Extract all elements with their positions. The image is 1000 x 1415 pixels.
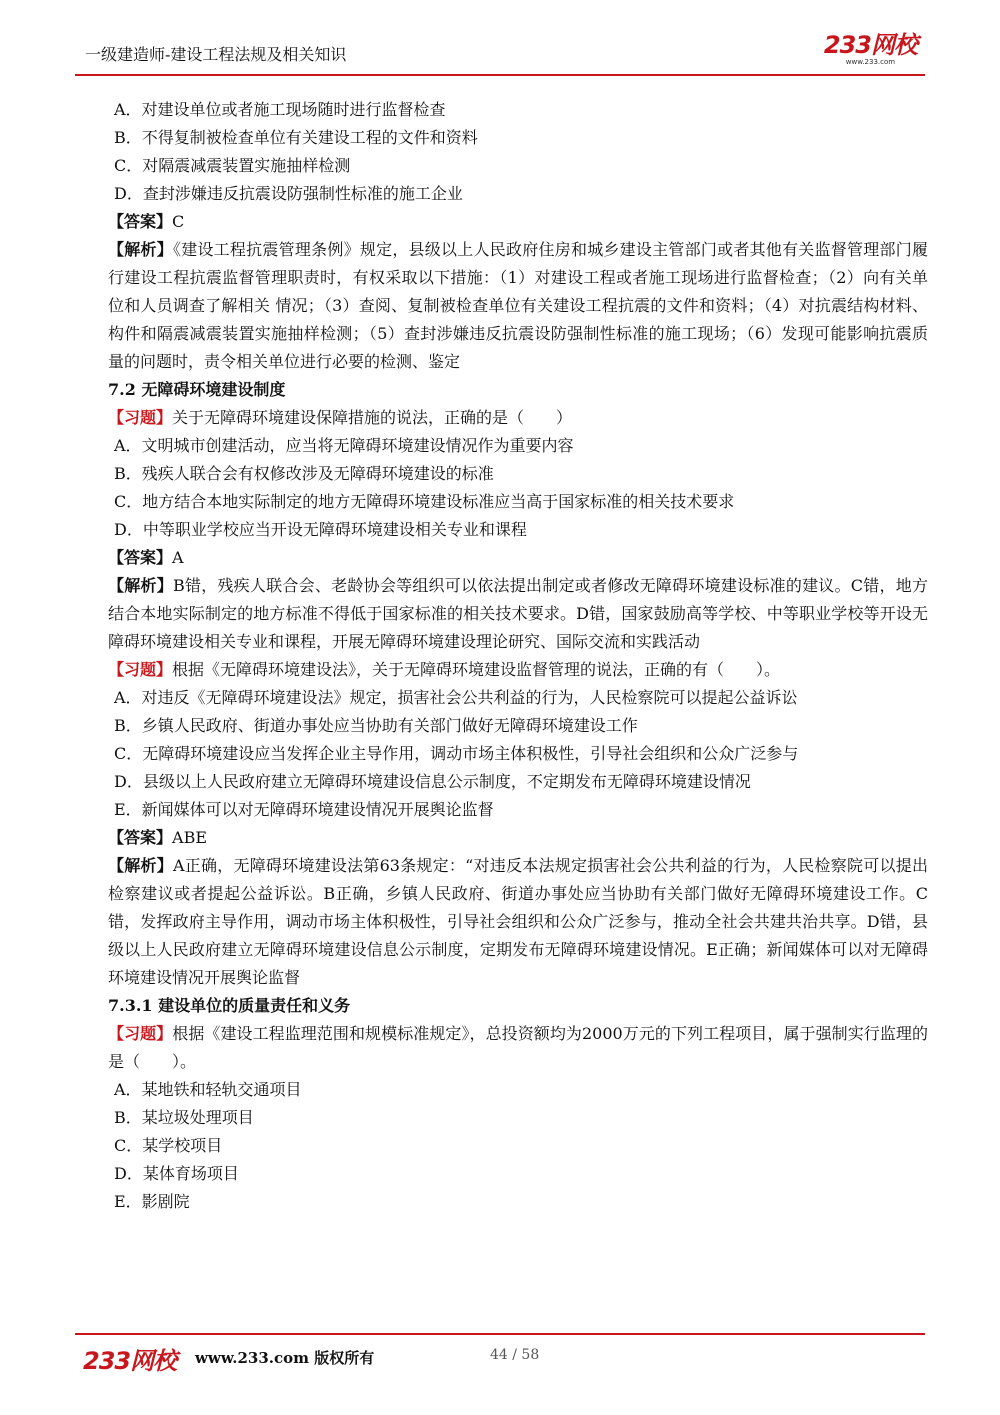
analysis-paragraph [76, 236, 928, 376]
answer-label: 【答案】 [108, 548, 173, 567]
answer-label: 【答案】 [108, 828, 173, 847]
exercise-tag: 【习题】 [108, 1024, 173, 1043]
logo-text: 233网校 [823, 31, 917, 59]
brand-logo [824, 32, 917, 66]
option-a: A．某地铁和轻轨交通项目 [114, 1080, 302, 1099]
option-d: D．某体育场项目 [114, 1164, 239, 1183]
page-number: 44 / 58 [490, 1347, 540, 1363]
analysis-text: 《建设工程抗震管理条例》规定，县级以上人民政府住房和城乡建设主管部门或者其他有关监督管理部门履行建设工程抗震监督管理职责时，有权采取以下措施：（1）对建设工程或者施工现场进行监督检查；（2）向有关单位和人员调查了解相关 情况；（3）查阅、复制被检查单位有关建设工程抗震的文件和资料；（4）对抗震结构材料、构件和隔震减震装置实施抽样检测；（5）查封涉嫌违反抗震设防强制性标准的施工现场；（6）发现可能影响抗震质量的问题时，责令相关单位进行必要的检测、鉴定 [108, 240, 928, 371]
answer-value: ABE [172, 828, 208, 847]
option-b: B．不得复制被检查单位有关建设工程的文件和资料 [114, 128, 478, 147]
analysis-label: 【解析】 [108, 240, 173, 259]
document-body [76, 96, 928, 1216]
option-a: A．文明城市创建活动，应当将无障碍环境建设情况作为重要内容 [114, 436, 574, 455]
option-d: D．中等职业学校应当开设无障碍环境建设相关专业和课程 [114, 520, 527, 539]
question-stem [76, 1020, 928, 1076]
section-heading: 7.3.1 建设单位的质量责任和义务 [108, 996, 351, 1015]
answer-row [76, 544, 928, 572]
option-d: D．县级以上人民政府建立无障碍环境建设信息公示制度，不定期发布无障碍环境建设情况 [114, 772, 751, 791]
footer-logo: 233网校 [83, 1347, 177, 1375]
option-d: D．查封涉嫌违反抗震设防强制性标准的施工企业 [114, 184, 463, 203]
page-header [75, 30, 925, 76]
exercise-tag: 【习题】 [108, 660, 173, 679]
answer-value: A [172, 548, 184, 567]
question-stem [76, 656, 928, 684]
section-heading: 7.2 无障碍环境建设制度 [108, 380, 286, 399]
page-footer [75, 1333, 925, 1383]
question-stem [76, 404, 928, 432]
answer-row [76, 824, 928, 852]
header-title: 一级建造师-建设工程法规及相关知识 [85, 45, 347, 64]
option-c: C．地方结合本地实际制定的地方无障碍环境建设标准应当高于国家标准的相关技术要求 [114, 492, 735, 511]
header-divider [75, 74, 925, 76]
option-c: C．无障碍环境建设应当发挥企业主导作用，调动市场主体积极性，引导社会组织和公众广泛参与 [114, 744, 799, 763]
logo-url: www.233.com [845, 58, 896, 66]
analysis-label: 【解析】 [108, 576, 173, 595]
answer-row [76, 208, 928, 236]
footer-divider [75, 1333, 925, 1335]
analysis-paragraph [76, 852, 928, 992]
question-text: 关于无障碍环境建设保障措施的说法，正确的是（ ） [172, 408, 573, 427]
option-e: E．新闻媒体可以对无障碍环境建设情况开展舆论监督 [114, 800, 494, 819]
option-e: E．影剧院 [114, 1192, 190, 1211]
option-a: A．对违反《无障碍环境建设法》规定，损害社会公共利益的行为，人民检察院可以提起公益诉讼 [114, 688, 798, 707]
option-a: A．对建设单位或者施工现场随时进行监督检查 [114, 100, 446, 119]
answer-value: C [172, 212, 185, 231]
option-b: B．残疾人联合会有权修改涉及无障碍环境建设的标准 [114, 464, 494, 483]
analysis-text: A正确，无障碍环境建设法第63条规定：“对违反本法规定损害社会公共利益的行为，人民检察院可以提出检察建议或者提起公益诉讼。B正确，乡镇人民政府、街道办事处应当协助有关部门做好无障碍环境建设工作。C错，发挥政府主导作用，调动市场主体积极性，引导社会组织和公众广泛参与，推动全社会共建共治共享。D错，县级以上人民政府建立无障碍环境建设信息公示制度，定期发布无障碍环境建设情况。E正确；新闻媒体可以对无障碍环境建设情况开展舆论监督 [108, 856, 928, 987]
footer-copyright: www.233.com 版权所有 [195, 1349, 375, 1367]
analysis-text: B错，残疾人联合会、老龄协会等组织可以依法提出制定或者修改无障碍环境建设标准的建议。C错，地方结合本地实际制定的地方标准不得低于国家标准的相关技术要求。D错，国家鼓励高等学校、中等职业学校等开设无障碍环境建设相关专业和课程，开展无障碍环境建设理论研究、国际交流和实践活动 [108, 576, 928, 651]
option-c: C．某学校项目 [114, 1136, 223, 1155]
question-text: 根据《建设工程监理范围和规模标准规定》，总投资额均为2000万元的下列工程项目，属于强制实行监理的是（ ）。 [108, 1024, 928, 1071]
analysis-label: 【解析】 [108, 856, 173, 875]
answer-label: 【答案】 [108, 212, 173, 231]
exercise-tag: 【习题】 [108, 408, 173, 427]
question-text: 根据《无障碍环境建设法》，关于无障碍环境建设监督管理的说法，正确的有（ ）。 [172, 660, 781, 679]
option-c: C．对隔震减震装置实施抽样检测 [114, 156, 351, 175]
option-b: B．乡镇人民政府、街道办事处应当协助有关部门做好无障碍环境建设工作 [114, 716, 638, 735]
option-b: B．某垃圾处理项目 [114, 1108, 254, 1127]
analysis-paragraph [76, 572, 928, 656]
